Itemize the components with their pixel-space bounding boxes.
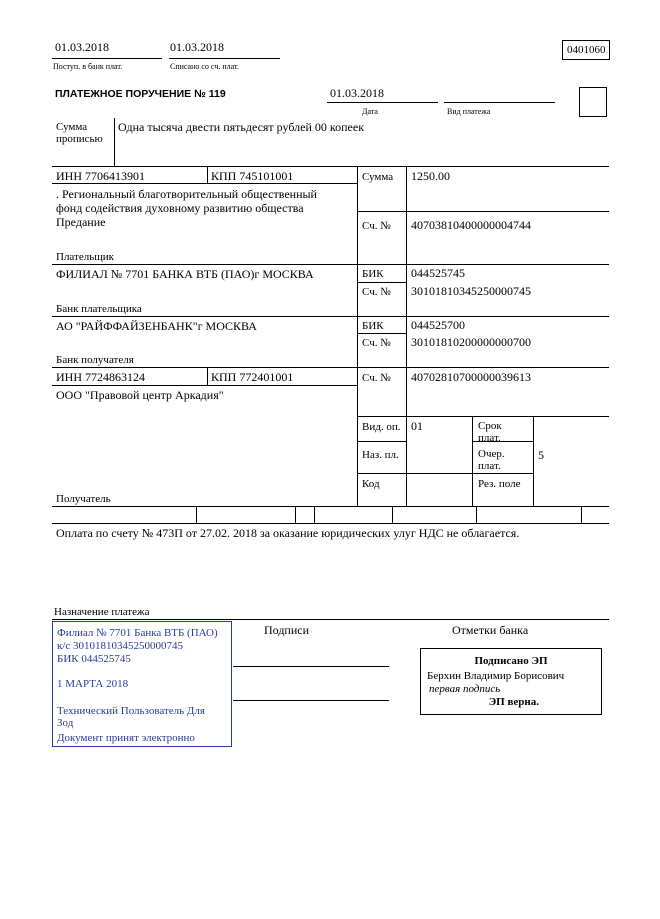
- order-date-label: Дата: [362, 107, 378, 116]
- payee-kpp: КПП 772401001: [211, 370, 294, 384]
- debited-date-line: [169, 58, 280, 59]
- amount-row-line: [357, 211, 609, 212]
- purpose-line: [52, 619, 609, 620]
- payee-bank-acc-label: Сч. №: [362, 337, 391, 349]
- kod-label: Код: [362, 478, 380, 490]
- form-code-box: [562, 40, 610, 60]
- payer-bank-name: ФИЛИАЛ № 7701 БАНКА ВТБ (ПАО)г МОСКВА: [56, 267, 314, 281]
- order-title: ПЛАТЕЖНОЕ ПОРУЧЕНИЕ № 119: [55, 88, 226, 100]
- naz-pl-line: [357, 473, 533, 474]
- tax-col-5: [476, 506, 477, 523]
- vid-op-label: Вид. оп.: [362, 421, 401, 433]
- rez-label: Рез. поле: [478, 478, 521, 490]
- payee-acc-label: Сч. №: [362, 372, 391, 384]
- stamp-corr-account: к/с 30101810345250000745: [57, 640, 184, 652]
- codes-col-533: [533, 416, 534, 506]
- payee-bank-name: АО "РАЙФФАЙЗЕНБАНК"г МОСКВА: [56, 319, 257, 333]
- amount-label: Сумма: [362, 171, 394, 183]
- payer-bank-bik-line: [357, 282, 406, 283]
- stamp-bik: БИК 044525745: [57, 653, 131, 665]
- payee-inn: ИНН 7724863124: [56, 370, 145, 384]
- esign-sig-type: первая подпись: [429, 683, 501, 695]
- row-line-166: [52, 166, 609, 167]
- debited-label: Списано со сч. плат.: [170, 62, 239, 71]
- payment-type-line: [444, 102, 555, 103]
- ocher-label: Очер. плат.: [478, 448, 505, 472]
- tax-row-line: [52, 523, 609, 524]
- signatures-label: Подписи: [264, 623, 310, 637]
- stamp-user: Технический Пользователь Для Зод: [57, 705, 205, 729]
- tax-col-2: [295, 506, 296, 523]
- payer-row-line: [52, 264, 609, 265]
- received-date: 01.03.2018: [55, 40, 109, 54]
- tax-col-6: [581, 506, 582, 523]
- payer-account-value: 40703810400000004744: [411, 218, 531, 232]
- tax-col-4: [392, 506, 393, 523]
- amount-value: 1250.00: [411, 169, 450, 183]
- bank-marks-label: Отметки банка: [452, 623, 529, 637]
- payer-bank-bik-label: БИК: [362, 268, 384, 280]
- stamp-date: 1 МАРТА 2018: [57, 678, 129, 690]
- payer-bank-acc: 30101810345250000745: [411, 284, 531, 298]
- payee-acc-line: [357, 416, 609, 417]
- esign-valid: ЭП верна.: [488, 696, 539, 708]
- tax-col-1: [196, 506, 197, 523]
- debited-date: 01.03.2018: [170, 40, 224, 54]
- tax-col-3: [314, 506, 315, 523]
- payer-label: Плательщик: [56, 251, 114, 263]
- payee-bank-bik-line: [357, 333, 406, 334]
- srok-label: Срок плат.: [478, 420, 502, 444]
- payee-acc: 40702810700000039613: [411, 370, 531, 384]
- received-date-line: [52, 58, 162, 59]
- amount-words-value: Одна тысяча двести пятьдесят рублей 00 копеек: [118, 120, 365, 134]
- payee-row-line: [52, 506, 609, 507]
- payee-name: ООО "Правовой центр Аркадия": [56, 388, 224, 402]
- purpose-label: Назначение платежа: [54, 606, 150, 618]
- payer-bank-acc-label: Сч. №: [362, 286, 391, 298]
- received-label: Поступ. в банк плат.: [53, 62, 123, 71]
- esign-title: Подписано ЭП: [474, 655, 548, 667]
- payer-kpp: КПП 745101001: [211, 169, 294, 183]
- payee-bank-label: Банк получателя: [56, 354, 134, 366]
- signature-line-2: [233, 700, 389, 701]
- naz-pl-label: Наз. пл.: [362, 449, 399, 461]
- payer-inn-kpp-divider: [207, 166, 208, 183]
- vid-op-value: 01: [411, 419, 423, 433]
- form-code: 0401060: [567, 44, 606, 56]
- payer-inn-line: [52, 183, 357, 184]
- payer-inn: ИНН 7706413901: [56, 169, 145, 183]
- codes-col-472: [472, 416, 473, 506]
- payee-bank-row-line: [52, 367, 609, 368]
- amount-words-divider: [114, 118, 115, 166]
- purpose-text: Оплата по счету № 473П от 27.02. 2018 за оказание юридических улуг НДС не облагается.: [56, 526, 520, 540]
- payer-bank-label: Банк плательщика: [56, 303, 142, 315]
- payer-name: . Региональный благотворительный общественный фонд содействия духовному развитию общества Предание: [56, 187, 317, 229]
- stamp-note: Документ принят электронно: [57, 732, 195, 744]
- payer-account-label: Сч. №: [362, 220, 391, 232]
- bank-stamp: [52, 621, 232, 747]
- payee-label: Получатель: [56, 493, 111, 505]
- ocher-value: 5: [538, 448, 544, 462]
- payee-bank-bik: 044525700: [411, 318, 465, 332]
- signature-line-1: [233, 666, 389, 667]
- grid-col-357: [357, 166, 358, 506]
- amount-words-label: Сумма прописью: [56, 121, 103, 145]
- vid-op-line: [357, 441, 406, 442]
- payee-bank-acc: 30101810200000000700: [411, 335, 531, 349]
- payee-bank-bik-label: БИК: [362, 320, 384, 332]
- grid-col-406: [406, 166, 407, 506]
- esign-box: [420, 648, 602, 715]
- payee-inn-line: [52, 385, 357, 386]
- payer-bank-row-line: [52, 316, 609, 317]
- payment-type-label: Вид платежа: [447, 107, 491, 116]
- order-date-line: [327, 102, 438, 103]
- esign-signer: Берхин Владимир Борисович: [427, 670, 565, 682]
- payee-inn-kpp-divider: [207, 367, 208, 385]
- payer-bank-bik: 044525745: [411, 266, 465, 280]
- stamp-bank-name: Филиал № 7701 Банка ВТБ (ПАО): [57, 627, 218, 639]
- order-date: 01.03.2018: [330, 86, 384, 100]
- status-box: [579, 87, 607, 117]
